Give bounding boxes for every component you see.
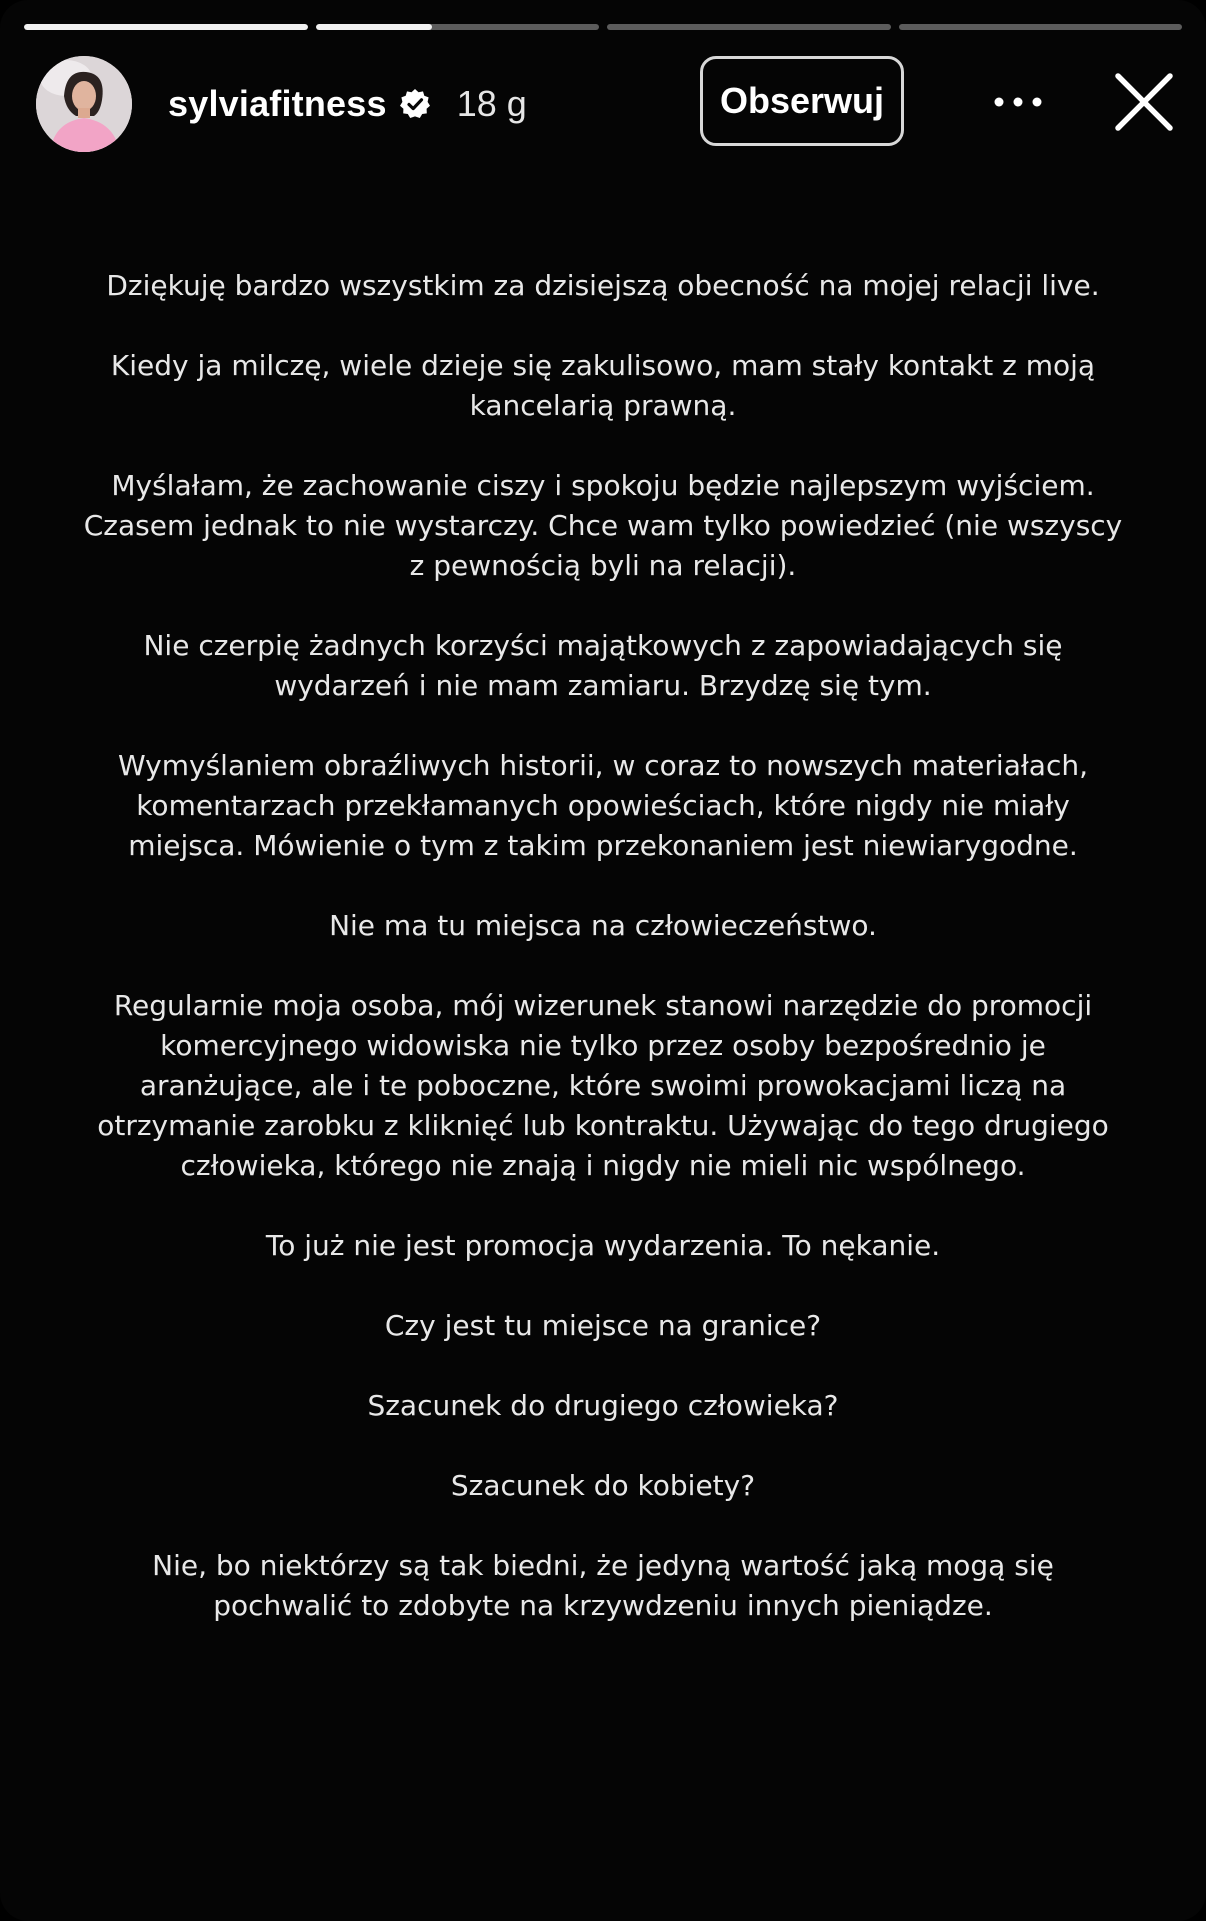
story-header — [36, 56, 1182, 152]
avatar[interactable] — [36, 56, 132, 152]
progress-segment — [24, 24, 308, 30]
paragraph: Czy jest tu miejsce na granice? — [384, 1309, 822, 1342]
story-progress-bar — [24, 24, 1182, 30]
progress-segment — [607, 24, 891, 30]
paragraph: Nie ma tu miejsca na człowieczeństwo. — [329, 909, 877, 942]
paragraph: Nie czerpię żadnych korzyści majątkowych z zapowiadających się wydarzeń i nie mam zamiaru. Brzydzę się tym. — [143, 629, 1063, 702]
progress-segment — [899, 24, 1183, 30]
paragraph: Wymyślaniem obraźliwych historii, w coraz to nowszych materiałach, komentarzach przekłamanych opowieściach, które nigdy nie miały miejsca. Mówienie o tym z takim przekonaniem jest niewiarygodne. — [117, 749, 1089, 862]
verified-badge-icon — [399, 88, 431, 120]
story-timestamp: 18 g — [456, 83, 527, 124]
paragraph: Myślałam, że zachowanie ciszy i spokoju będzie najlepszym wyjściem. Czasem jednak to nie wystarczy. Chce wam tylko powiedzieć (nie wszyscy z pewnością byli na relacji). — [83, 469, 1123, 582]
progress-fill — [316, 24, 432, 30]
more-dots-icon[interactable] — [988, 82, 1048, 122]
paragraph: Regularnie moja osoba, mój wizerunek stanowi narzędzie do promocji komercyjnego widowiska nie tylko przez osoby bezpośrednio je aranżujące, ale i te poboczne, które swoimi prowokacjami liczą na otrzymanie zarobku z kliknięć lub kontraktu. Używając do tego drugiego człowieka, którego nie znają i nigdy nie mieli nic wspólnego. — [97, 989, 1109, 1182]
progress-segment — [316, 24, 600, 30]
paragraph: Kiedy ja milczę, wiele dzieje się zakulisowo, mam stały kontakt z moją kancelarią prawną. — [110, 349, 1096, 422]
progress-fill — [24, 24, 308, 30]
story-text-content — [30, 266, 1176, 1666]
paragraph: To już nie jest promocja wydarzenia. To nękanie. — [265, 1229, 941, 1262]
follow-button[interactable]: Obserwuj — [700, 56, 904, 146]
username[interactable]: sylviafitness — [168, 83, 387, 124]
paragraph: Szacunek do drugiego człowieka? — [367, 1389, 839, 1422]
paragraph: Nie, bo niektórzy są tak biedni, że jedyną wartość jaką mogą się pochwalić to zdobyte na krzywdzeniu innych pieniądze. — [152, 1549, 1054, 1622]
paragraph: Dziękuję bardzo wszystkim za dzisiejszą obecność na mojej relacji live. — [106, 269, 1100, 302]
avatar-image — [36, 56, 132, 152]
close-icon[interactable] — [1112, 70, 1176, 134]
paragraph: Szacunek do kobiety? — [450, 1469, 756, 1502]
